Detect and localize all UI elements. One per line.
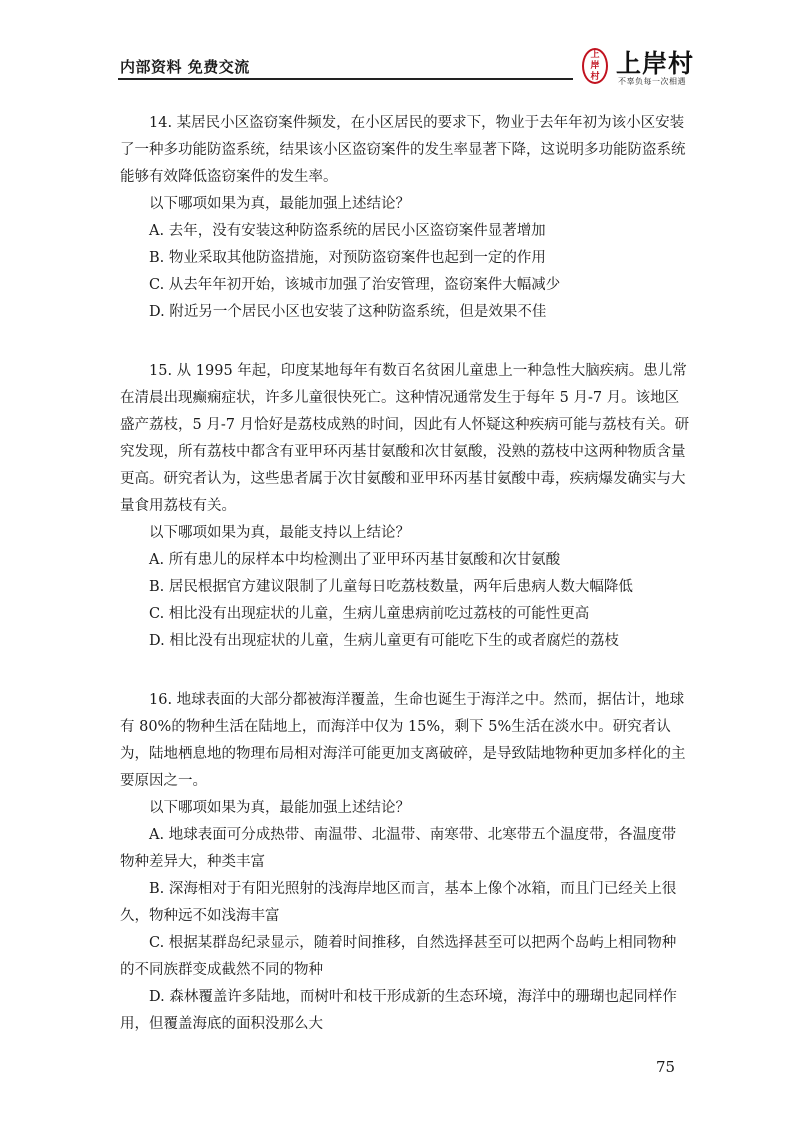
option-a: A. 去年，没有安装这种防盗系统的居民小区盗窃案件显著增加 [149, 223, 546, 239]
question-prompt: 以下哪项如果为真，最能加强上述结论？ [149, 800, 410, 816]
option-d: D. 相比没有出现症状的儿童，生病儿童更有可能吃下生的或者腐烂的荔枝 [149, 633, 619, 649]
option-d: D. 森林覆盖许多陆地，而树叶和枝干形成新的生态环境，海洋中的珊瑚也起同样作用，但覆盖海底的面积没那么大 [120, 989, 677, 1032]
option-b: B. 物业采取其他防盗措施，对预防盗窃案件也起到一定的作用 [149, 250, 546, 266]
question-prompt: 以下哪项如果为真，最能支持以上结论？ [149, 525, 410, 541]
seal-char: 村 [590, 71, 600, 82]
question-prompt: 以下哪项如果为真，最能加强上述结论？ [149, 196, 410, 212]
logo [582, 44, 702, 90]
logo-title: 上岸村 [616, 49, 695, 78]
question-stem: 15. 从 1995 年起，印度某地每年有数百名贫困儿童患上一种急性大脑疾病。患儿常在清晨出现癫痫症状，许多儿童很快死亡。这种情况通常发生于每年 5 月-7 月。该地区盛产荔枝，5 月-7 月恰好是荔枝成熟的时间，因此有人怀疑这种疾病可能与荔枝有关。研究发现，所有荔枝中都含有亚甲环丙基甘氨酸和次甘氨酸，没熟的荔枝中这两种物质含量更高。研究者认为，这些患者属于次甘氨酸和亚甲环丙基甘氨酸中毒，疾病爆发确实与大量食用荔枝有关。 [120, 363, 690, 514]
question-list [120, 110, 690, 1070]
option-a: A. 所有患儿的尿样本中均检测出了亚甲环丙基甘氨酸和次甘氨酸 [149, 552, 561, 568]
seal-char: 岸 [590, 60, 600, 71]
question-14 [120, 110, 690, 326]
page-number: 75 [656, 1058, 676, 1076]
header-label: 内部资料 免费交流 [120, 58, 250, 76]
question-15 [120, 358, 690, 655]
question-stem: 14. 某居民小区盗窃案件频发，在小区居民的要求下，物业于去年年初为该小区安装了一种多功能防盗系统，结果该小区盗窃案件的发生率显著下降，这说明多功能防盗系统能够有效降低盗窃案件的发生率。 [120, 115, 686, 185]
option-c: C. 相比没有出现症状的儿童，生病儿童患病前吃过荔枝的可能性更高 [149, 606, 590, 622]
option-a: A. 地球表面可分成热带、南温带、北温带、南寒带、北寒带五个温度带，各温度带物种差异大，种类丰富 [120, 827, 677, 870]
header-rule [118, 78, 573, 80]
option-b: B. 居民根据官方建议限制了儿童每日吃荔枝数量，两年后患病人数大幅降低 [149, 579, 633, 595]
seal-stamp [582, 48, 608, 84]
option-b: B. 深海相对于有阳光照射的浅海岸地区而言，基本上像个冰箱，而且门已经关上很久，物种远不如浅海丰富 [120, 881, 677, 924]
option-c: C. 从去年年初开始，该城市加强了治安管理，盗窃案件大幅减少 [149, 277, 561, 293]
logo-tagline: 不辜负每一次相遇 [618, 77, 686, 86]
option-d: D. 附近另一个居民小区也安装了这种防盗系统，但是效果不佳 [149, 304, 547, 320]
seal-char: 上 [590, 49, 600, 60]
option-c: C. 根据某群岛纪录显示，随着时间推移，自然选择甚至可以把两个岛屿上相同物种的不同族群变成截然不同的物种 [120, 935, 677, 978]
question-16 [120, 687, 690, 1038]
question-stem: 16. 地球表面的大部分都被海洋覆盖，生命也诞生于海洋之中。然而，据估计，地球有 80%的物种生活在陆地上，而海洋中仅为 15%，剩下 5%生活在淡水中。研究者认为，陆地栖息地的物理布局相对海洋可能更加支离破碎，是导致陆地物种更加多样化的主要原因之一。 [120, 692, 686, 789]
